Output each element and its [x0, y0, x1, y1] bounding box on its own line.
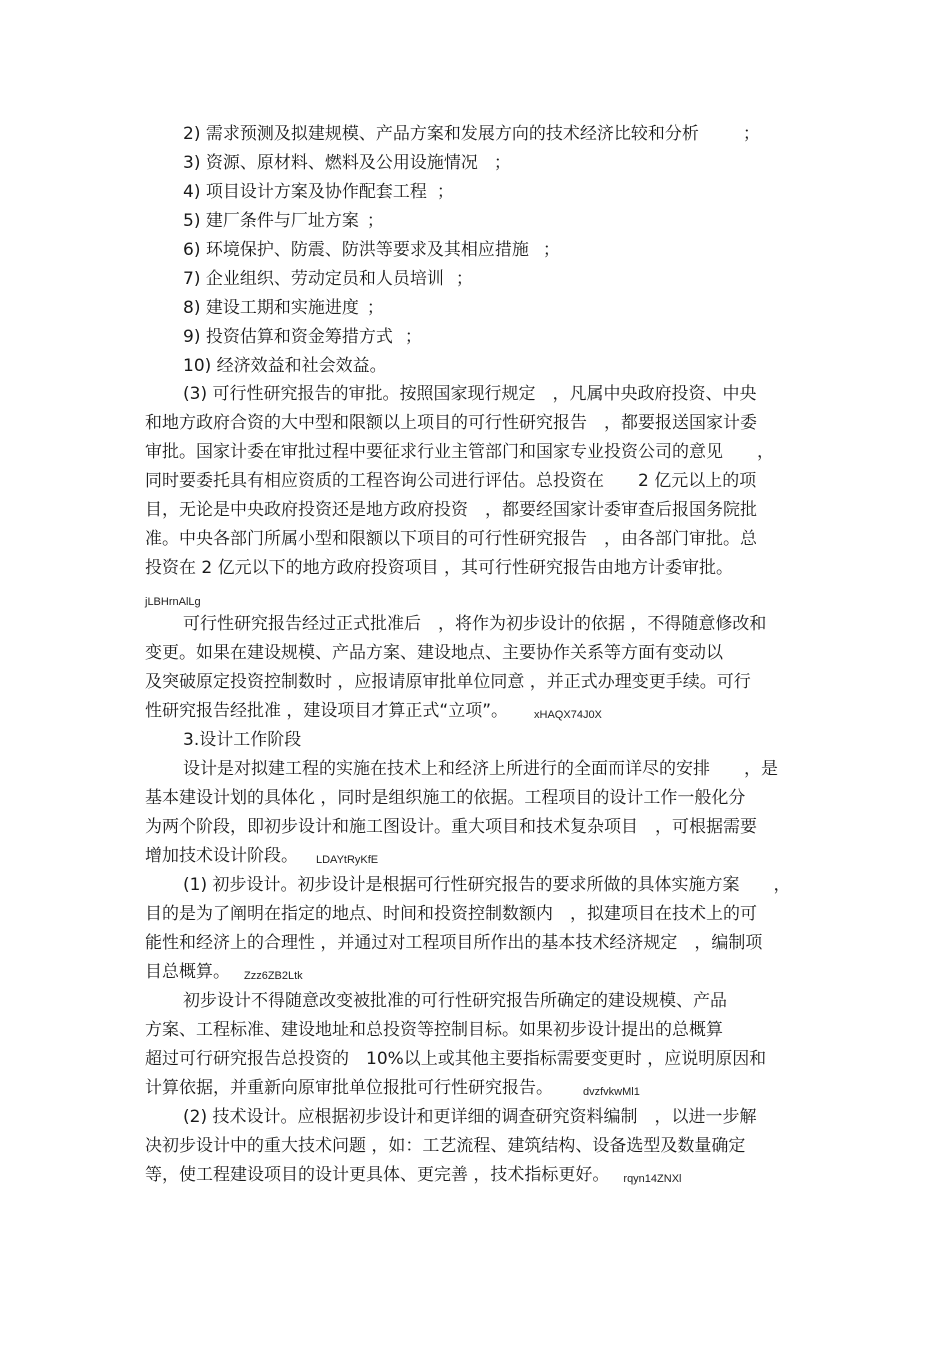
paragraph-line	[145, 1076, 640, 1100]
list-item-9	[183, 325, 422, 349]
paragraph-line: 及突破原定投资控制数时 ，应报请原审批单位同意 ，并正式办理变更手续。可行	[145, 672, 751, 692]
paragraph-line	[145, 844, 378, 868]
list-item-text: 2) 需求预测及拟建规模、产品方案和发展方向的技术经济比较和分析	[183, 124, 699, 144]
list-item-text: 10) 经济效益和社会效益。	[183, 356, 387, 376]
doc-code: jLBHrnAlLg	[145, 596, 201, 608]
list-item-end: ；	[493, 153, 511, 173]
list-item-8	[183, 296, 384, 320]
paragraph-text: 性研究报告经批准 ，建设项目才算正式“立项”。	[145, 701, 509, 721]
list-item-text: 3) 资源、原材料、燃料及公用设施情况	[183, 153, 478, 173]
paragraph-text: 计算依据，并重新向原审批单位报批可行性研究报告。	[145, 1078, 553, 1098]
doc-code: rqyn14ZNXl	[623, 1173, 682, 1185]
paragraph-line: 目，无论是中央政府投资还是地方政府投资 ，都要经国家计委审查后报国务院批	[145, 500, 757, 520]
doc-code: xHAQX74J0X	[534, 709, 602, 721]
list-item-text: 8) 建设工期和实施进度	[183, 298, 359, 318]
list-item-text: 4) 项目设计方案及协作配套工程	[183, 182, 427, 202]
paragraph-line: 初步设计不得随意改变被批准的可行性研究报告所确定的建设规模、产品	[183, 991, 727, 1011]
list-item-6	[183, 238, 560, 262]
list-item-end: ；	[742, 124, 760, 144]
paragraph-line: 能性和经济上的合理性 ，并通过对工程项目所作出的基本技术经济规定 ，编制项	[145, 933, 763, 953]
list-item-10	[183, 354, 387, 378]
paragraph-line: 变更。如果在建设规模、产品方案、建设地点、主要协作关系等方面有变动以	[145, 643, 723, 663]
paragraph-line: 目的是为了阐明在指定的地点、时间和投资控制数额内 ，拟建项目在技术上的可	[145, 904, 757, 924]
paragraph-line: 同时要委托具有相应资质的工程咨询公司进行评估。总投资在 2 亿元以上的项	[145, 471, 757, 491]
paragraph-text: 增加技术设计阶段。	[145, 846, 298, 866]
paragraph-line: 方案、工程标准、建设地址和总投资等控制目标。如果初步设计提出的总概算	[145, 1020, 723, 1040]
paragraph-line: (1) 初步设计。初步设计是根据可行性研究报告的要求所做的具体实施方案 ，	[183, 875, 791, 895]
list-item-end: ；	[404, 327, 422, 347]
doc-code: Zzz6ZB2Ltk	[244, 970, 303, 982]
list-item-4	[183, 180, 454, 204]
paragraph-line: 基本建设计划的具体化 ，同时是组织施工的依据。工程项目的设计工作一般化分	[145, 788, 746, 808]
doc-code: LDAYtRyKfE	[316, 854, 379, 866]
list-item-7	[183, 267, 473, 291]
paragraph-line: (2) 技术设计。应根据初步设计和更详细的调查研究资料编制 ，以进一步解	[183, 1107, 757, 1127]
list-item-end: ；	[542, 240, 560, 260]
list-item-5	[183, 209, 384, 233]
paragraph-text: 等，使工程建设项目的设计更具体、更完善 ，技术指标更好。	[145, 1165, 610, 1185]
paragraph-line: 可行性研究报告经过正式批准后 ，将作为初步设计的依据 ，不得随意修改和	[183, 614, 767, 634]
list-item-3	[183, 151, 511, 175]
paragraph-line: 超过可行研究报告总投资的 10%以上或其他主要指标需要变更时 ，应说明原因和	[145, 1049, 767, 1069]
list-item-end: ；	[455, 269, 473, 289]
list-item-text: 7) 企业组织、劳动定员和人员培训	[183, 269, 444, 289]
paragraph-line: 和地方政府合资的大中型和限额以上项目的可行性研究报告 ，都要报送国家计委	[145, 413, 757, 433]
list-item-2	[183, 122, 760, 146]
paragraph-line	[145, 699, 602, 723]
paragraph-line: (3) 可行性研究报告的审批。按照国家现行规定 ，凡属中央政府投资、中央	[183, 384, 757, 404]
list-item-text: 6) 环境保护、防震、防洪等要求及其相应措施	[183, 240, 529, 260]
doc-code: dvzfvkwMl1	[583, 1086, 640, 1098]
paragraph-line	[145, 960, 303, 984]
paragraph-line	[145, 1163, 681, 1187]
paragraph-line: 决初步设计中的重大技术问题 ，如：工艺流程、建筑结构、设备选型及数量确定	[145, 1136, 746, 1156]
paragraph-line: 投资在 2 亿元以下的地方政府投资项目 ，其可行性研究报告由地方计委审批。	[145, 558, 734, 578]
paragraph-line: 设计是对拟建工程的实施在技术上和经济上所进行的全面而详尽的安排 ，是	[183, 759, 778, 779]
section-heading: 3.设计工作阶段	[183, 730, 302, 750]
list-item-end: ；	[366, 298, 384, 318]
list-item-text: 5) 建厂条件与厂址方案	[183, 211, 359, 231]
paragraph-line: 审批。国家计委在审批过程中要征求行业主管部门和国家专业投资公司的意见 ，	[145, 442, 774, 462]
list-item-text: 9) 投资估算和资金筹措方式	[183, 327, 393, 347]
list-item-end: ；	[436, 182, 454, 202]
paragraph-text: 目总概算。	[145, 962, 230, 982]
paragraph-line: 为两个阶段，即初步设计和施工图设计。重大项目和技术复杂项目 ，可根据需要	[145, 817, 757, 837]
paragraph-line: 准。中央各部门所属小型和限额以下项目的可行性研究报告 ，由各部门审批。总	[145, 529, 757, 549]
list-item-end: ；	[366, 211, 384, 231]
